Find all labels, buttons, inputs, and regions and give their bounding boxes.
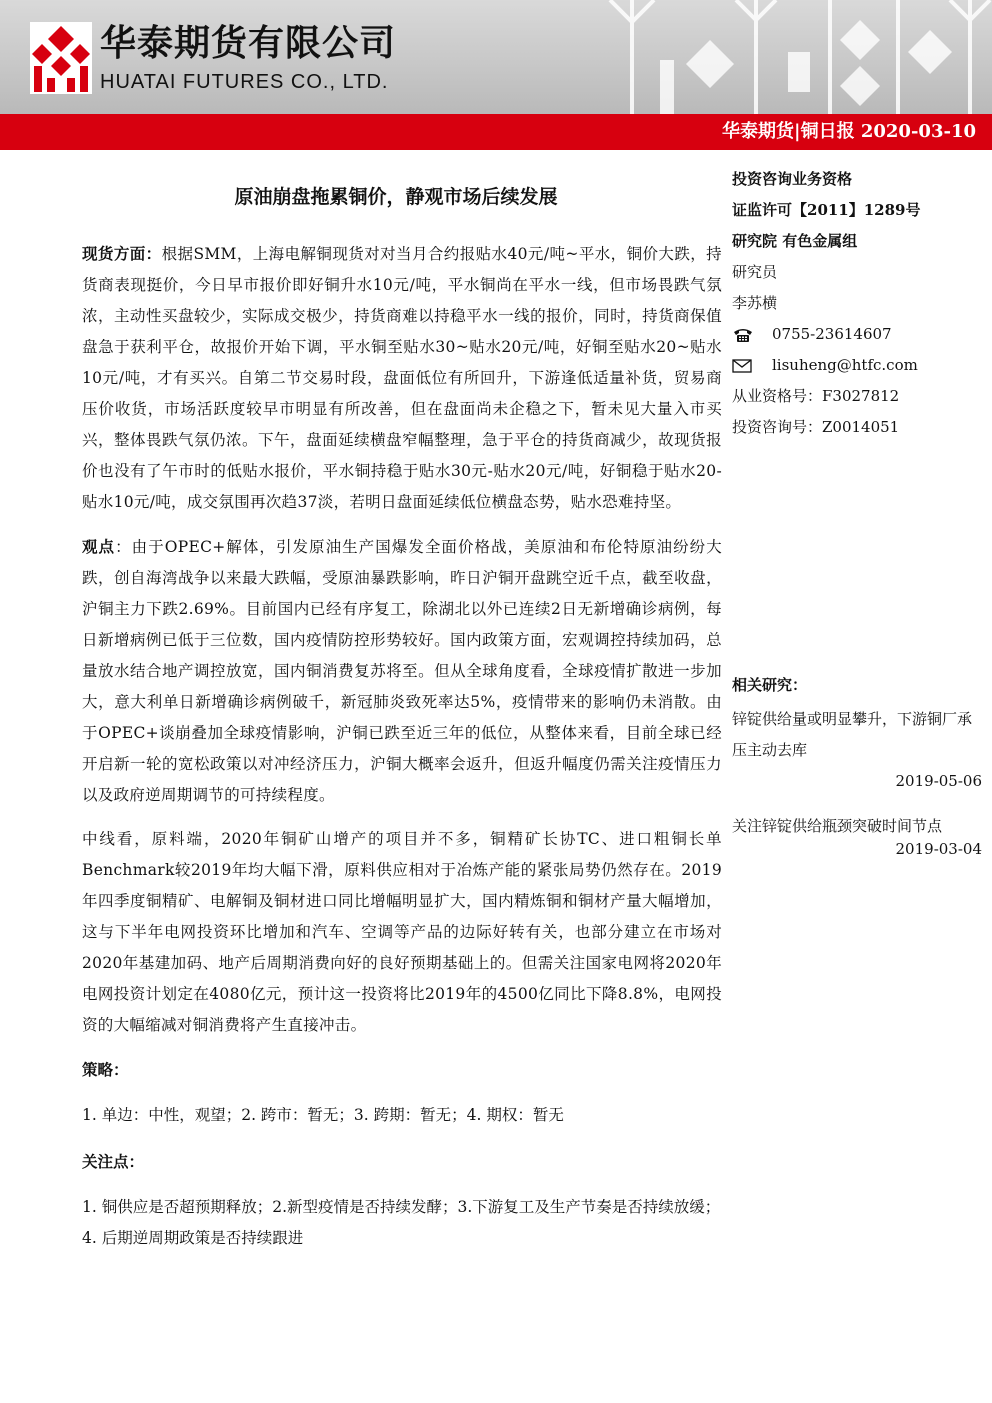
- header-decoration-graphic: [560, 0, 992, 114]
- focus-text: 1. 铜供应是否超预期释放；2.新型疫情是否持续发酵；3.下游复工及生产节奏是否持续放缓；4. 后期逆周期政策是否持续跟进: [82, 1198, 721, 1247]
- header-band: [0, 0, 992, 114]
- related-research-title: 相关研究：: [732, 676, 808, 694]
- document-title: 原油崩盘拖累铜价，静观市场后续发展: [234, 186, 558, 208]
- phone-icon: [732, 327, 754, 343]
- analyst-role: 研究员: [732, 263, 778, 281]
- related-research-item[interactable]: 关注锌锭供给瓶颈突破时间节点: [732, 817, 943, 835]
- company-logo: [30, 20, 397, 98]
- huatai-logo-icon: [30, 22, 92, 94]
- view-text: ：由于OPEC+解体，引发原油生产国爆发全面价格战，美原油和布伦特原油纷纷大跌，创自海湾战争以来最大跌幅，受原油暴跌影响，昨日沪铜开盘跳空近千点，截至收盘，沪铜主力下跌2.69%。目前国内已经有序复工，除湖北以外已连续2日无新增确诊病例，每日新增病例已低于三位数，国内疫情防控形势较好。国内政策方面，宏观调控持续加码，总量放水结合地产调控放宽，国内铜消费复苏将至。但从全球角度看，全球疫情扩散进一步加大，意大利单日新增确诊病例破千，新冠肺炎致死率达5%，疫情带来的影响仍未消散。由于OPEC+谈崩叠加全球疫情影响，沪铜已跌至近三年的低位，从整体来看，目前全球已经开启新一轮的宽松政策以对冲经济压力，沪铜大概率会返升，但返升幅度仍需关注疫情压力以及政府逆周期调节的可持续程度。: [82, 538, 723, 804]
- main-content: [82, 182, 722, 1269]
- midterm-paragraph: 中线看，原料端，2020年铜矿山增产的项目并不多，铜精矿长协TC、进口粗铜长单Benchmark较2019年均大幅下滑，原料供应相对于冶炼产能的紧张局势仍然存在。2019年四季度铜精矿、电解铜及铜材进口同比增幅明显扩大，国内精炼铜和铜材产量大幅增加，这与下半年电网投资环比增加和汽车、空调等产品的边际好转有关，也部分建立在市场对2020年基建加码、地产后周期消费向好的良好预期基础上的。但需关注国家电网将2020年电网投资计划定在4080亿元，预计这一投资将比2019年的4500亿同比下降8.8%，电网投资的大幅缩减对铜消费将产生直接冲击。: [82, 830, 722, 1034]
- view-paragraph: [82, 531, 722, 811]
- analyst-name: 李苏横: [732, 294, 778, 312]
- envelope-icon: [732, 358, 754, 374]
- strategy-text: 1. 单边：中性，观望；2. 跨市：暂无；3. 跨期：暂无；4. 期权：暂无: [82, 1106, 564, 1124]
- spot-paragraph: [82, 238, 722, 518]
- company-name-cn: 华泰期货有限公司: [100, 23, 397, 64]
- email-address[interactable]: lisuheng@htfc.com: [772, 356, 918, 374]
- spot-lead: 现货方面：: [82, 244, 162, 263]
- email-row: [732, 350, 982, 381]
- related-research-date: 2019-05-06: [895, 772, 982, 790]
- institute-name: 研究院 有色金属组: [732, 232, 858, 250]
- company-name-en: HUATAI FUTURES CO., LTD.: [100, 71, 389, 93]
- related-research-date: 2019-03-04: [895, 840, 982, 858]
- phone-row: [732, 319, 982, 350]
- report-banner-text: 华泰期货|铜日报 2020-03-10: [722, 121, 976, 142]
- report-banner: [0, 114, 992, 150]
- focus-heading: 关注点：: [82, 1152, 145, 1171]
- consult-number: 投资咨询号：Z0014051: [732, 418, 900, 436]
- spot-text: 根据SMM，上海电解铜现货对对当月合约报贴水40元/吨~平水，铜价大跌，持货商表现挺价，今日早市报价即好铜升水10元/吨，平水铜尚在平水一线，但市场畏跌气氛浓，主动性买盘较少，实际成交极少，持货商难以持稳平水一线的报价，同时，持货商保值盘急于获利平仓，故报价开始下调，平水铜至贴水30~贴水20元/吨，好铜至贴水20~贴水10元/吨，才有买兴。自第二节交易时段，盘面低位有所回升，下游逢低适量补货，贸易商压价收货，市场活跃度较早市明显有所改善，但在盘面尚未企稳之下，暂未见大量入市买兴，整体畏跌气氛仍浓。下午，盘面延续横盘窄幅整理，急于平仓的持货商减少，故现货报价也没有了午市时的低贴水报价，平水铜持稳于贴水30元-贴水20元/吨，好铜稳于贴水20-贴水10元/吨，成交氛围再次趋37淡，若明日盘面延续低位横盘态势，贴水恐难持坚。: [82, 245, 722, 511]
- related-research-item[interactable]: 锌锭供给量或明显攀升，下游铜厂承压主动去库: [732, 710, 973, 759]
- qualification-title: 投资咨询业务资格: [732, 170, 853, 188]
- practice-number: 从业资格号：F3027812: [732, 387, 900, 405]
- phone-number: 0755-23614607: [772, 325, 892, 343]
- sidebar: [732, 164, 982, 865]
- strategy-heading: 策略：: [82, 1060, 129, 1079]
- license-number: 证监许可【2011】1289号: [732, 201, 921, 219]
- view-lead: 观点: [82, 537, 116, 556]
